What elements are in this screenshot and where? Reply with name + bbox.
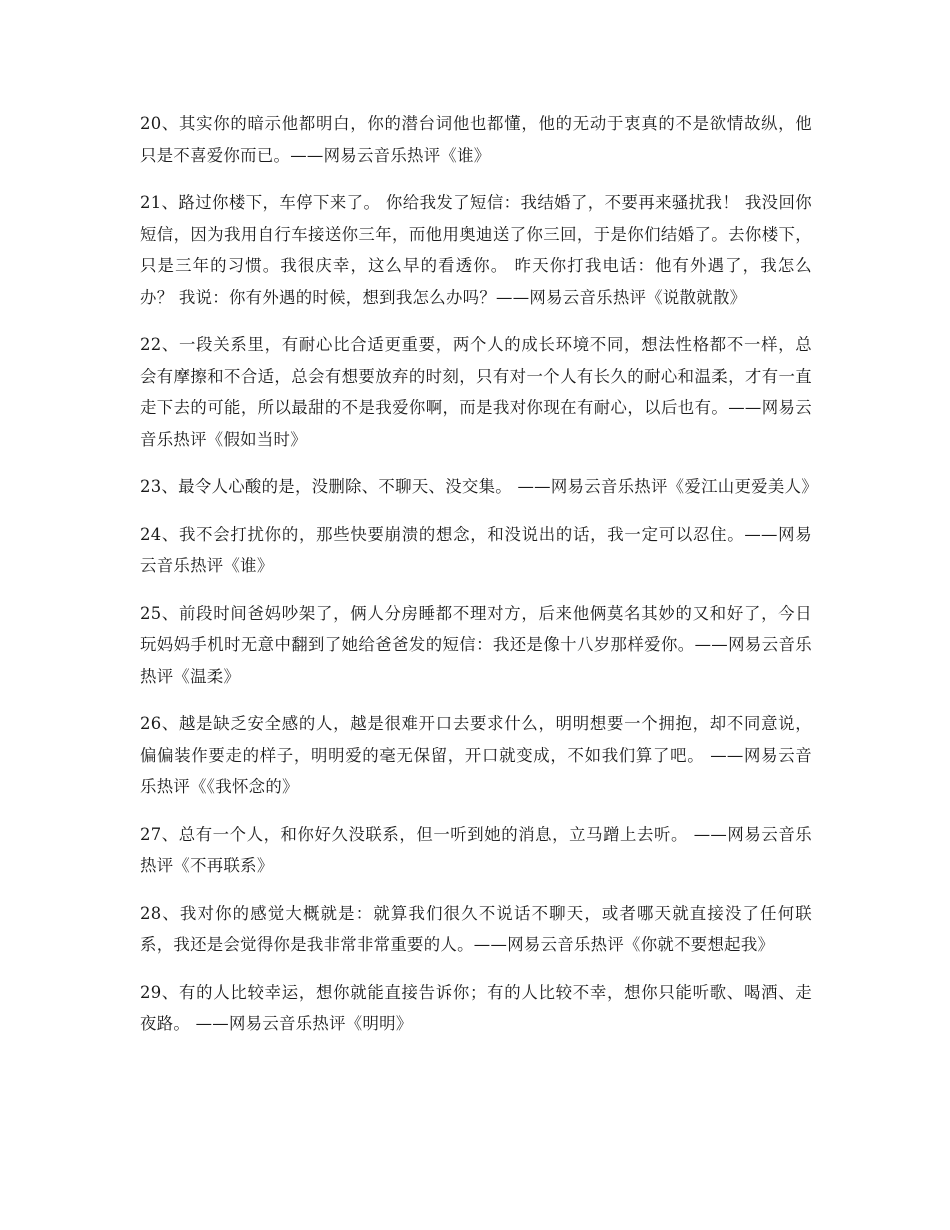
entry-26: 26、越是缺乏安全感的人，越是很难开口去要求什么，明明想要一个拥抱，却不同意说，偏偏装作要走的样子，明明爱的毫无保留，开口就变成，不如我们算了吧。 ——网易云音乐热评《《我怀念的》 [140,714,812,796]
entry-21: 21、路过你楼下，车停下来了。 你给我发了短信：我结婚了，不要再来骚扰我！ 我没回你短信，因为我用自行车接送你三年，而他用奥迪送了你三回，于是你们结婚了。去你楼下，只是三年的习惯。我很庆幸，这么早的看透你。 昨天你打我电话：他有外遇了，我怎么办？ 我说：你有外遇的时候，想到我怎么办吗？——网易云音乐热评《说散就散》 [140,193,812,307]
entry-28: 28、我对你的感觉大概就是：就算我们很久不说话不聊天，或者哪天就直接没了任何联系，我还是会觉得你是我非常非常重要的人。——网易云音乐热评《你就不要想起我》 [140,903,812,954]
entry-20: 20、其实你的暗示他都明白，你的潜台词他也都懂，他的无动于衷真的不是欲情故纵，他只是不喜爱你而已。——网易云音乐热评《谁》 [140,114,812,165]
entry-25: 25、前段时间爸妈吵架了，俩人分房睡都不理对方，后来他俩莫名其妙的又和好了，今日玩妈妈手机时无意中翻到了她给爸爸发的短信：我还是像十八岁那样爱你。——网易云音乐热评《温柔》 [140,603,812,686]
entry-24: 24、我不会打扰你的，那些快要崩溃的想念，和没说出的话，我一定可以忍住。——网易云音乐热评《谁》 [140,524,812,575]
entry-22: 22、一段关系里，有耐心比合适更重要，两个人的成长环境不同，想法性格都不一样，总会有摩擦和不合适，总会有想要放弃的时刻，只有对一个人有长久的耐心和温柔，才有一直走下去的可能，所以最甜的不是我爱你啊，而是我对你现在有耐心，以后也有。——网易云音乐热评《假如当时》 [140,335,812,449]
entry-23: 23、最令人心酸的是，没删除、不聊天、没交集。 ——网易云音乐热评《爱江山更爱美人》 [140,477,818,496]
document-body [140,108,818,1056]
entry-27: 27、总有一个人，和你好久没联系，但一听到她的消息，立马蹭上去听。 ——网易云音乐热评《不再联系》 [140,824,812,875]
entry-29: 29、有的人比较幸运，想你就能直接告诉你；有的人比较不幸，想你只能听歌、喝酒、走夜路。 ——网易云音乐热评《明明》 [140,982,812,1033]
